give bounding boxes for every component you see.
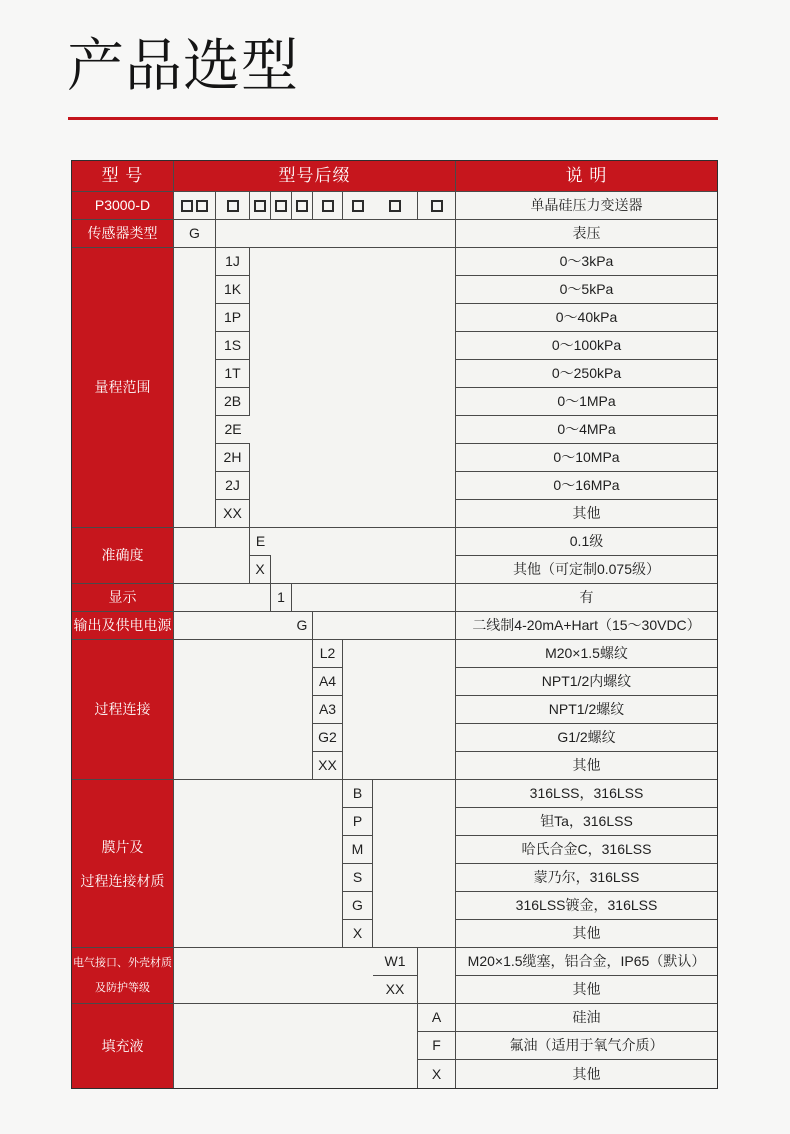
checkbox-glyphs <box>352 200 364 212</box>
description-cell: 0～100kPa <box>456 332 717 360</box>
code-cell: G2 <box>313 724 343 752</box>
checkbox-glyphs <box>227 200 239 212</box>
spacer-cell <box>174 584 271 612</box>
suffix-box-cell <box>418 192 456 220</box>
section-label-5 <box>72 612 174 640</box>
description-cell: 0～250kPa <box>456 360 717 388</box>
checkbox-glyphs <box>389 200 401 212</box>
code-cell: 2H <box>216 444 250 472</box>
empty-box-icon <box>322 200 334 212</box>
description-cell: 其他 <box>456 1060 717 1088</box>
section-label-line: 膜片及 <box>101 838 144 855</box>
description-cell: 0～1MPa <box>456 388 717 416</box>
description-cell: G1/2螺纹 <box>456 724 717 752</box>
section-label-8 <box>72 948 174 1004</box>
code-cell: XX <box>216 500 250 528</box>
section-label-line: 量程范围 <box>94 379 151 396</box>
spacer-cell <box>174 612 292 640</box>
code-cell: W1 <box>373 948 418 976</box>
checkbox-glyphs <box>181 200 208 212</box>
suffix-box-cell <box>271 192 292 220</box>
section-label-line: 及防护等级 <box>95 981 150 994</box>
description-cell: 316LSS镀金，316LSS <box>456 892 717 920</box>
description-cell: 二线制4-20mA+Hart（15～30VDC） <box>456 612 717 640</box>
section-label-line: 传感器类型 <box>87 225 158 242</box>
spacer-cell <box>174 248 216 528</box>
code-cell: 2E <box>216 416 250 444</box>
model-row-description: 单晶硅压力变送器 <box>456 192 717 220</box>
checkbox-glyphs <box>431 200 443 212</box>
description-cell: M20×1.5缆塞，铝合金，IP65（默认） <box>456 948 717 976</box>
description-cell: 0.1级 <box>456 528 717 556</box>
description-cell: 硅油 <box>456 1004 717 1032</box>
suffix-box-cell <box>373 192 418 220</box>
code-cell: F <box>418 1032 456 1060</box>
description-cell: 0～3kPa <box>456 248 717 276</box>
spacer-cell <box>418 948 456 1004</box>
empty-box-icon <box>254 200 266 212</box>
code-cell: L2 <box>313 640 343 668</box>
spacer-cell <box>174 640 313 780</box>
code-cell: X <box>343 920 373 948</box>
code-cell: A4 <box>313 668 343 696</box>
section-label-line: 填充液 <box>101 1037 144 1054</box>
code-cell: 1T <box>216 360 250 388</box>
code-cell: 1 <box>271 584 292 612</box>
suffix-box-cell <box>250 192 271 220</box>
section-label-line: 输出及供电电源 <box>73 617 172 634</box>
spacer-cell <box>271 528 456 584</box>
empty-box-icon <box>275 200 287 212</box>
suffix-box-cell <box>313 192 343 220</box>
empty-box-icon <box>296 200 308 212</box>
model-row-label: P3000-D <box>72 192 174 220</box>
product-selection-table <box>71 160 718 1089</box>
spacer-cell <box>313 612 456 640</box>
code-cell: XX <box>373 976 418 1004</box>
description-cell: 其他 <box>456 976 717 1004</box>
checkbox-glyphs <box>322 200 334 212</box>
section-label-7 <box>72 780 174 948</box>
description-cell: 哈氏合金C，316LSS <box>456 836 717 864</box>
description-cell: 0～40kPa <box>456 304 717 332</box>
description-cell: 0～5kPa <box>456 276 717 304</box>
description-cell: M20×1.5螺纹 <box>456 640 717 668</box>
header-model: 型 号 <box>72 161 174 192</box>
description-cell: 其他 <box>456 500 717 528</box>
empty-box-icon <box>196 200 208 212</box>
checkbox-glyphs <box>296 200 308 212</box>
code-cell: B <box>343 780 373 808</box>
suffix-box-cell <box>343 192 373 220</box>
code-cell: P <box>343 808 373 836</box>
checkbox-glyphs <box>275 200 287 212</box>
code-cell: 1J <box>216 248 250 276</box>
code-cell: X <box>250 556 271 584</box>
description-cell: 316LSS，316LSS <box>456 780 717 808</box>
code-cell: G <box>292 612 313 640</box>
code-cell: X <box>418 1060 456 1088</box>
description-cell: 氟油（适用于氧气介质） <box>456 1032 717 1060</box>
description-cell: 0～4MPa <box>456 416 717 444</box>
description-cell: NPT1/2螺纹 <box>456 696 717 724</box>
code-cell: A3 <box>313 696 343 724</box>
code-cell: E <box>250 528 271 556</box>
code-cell: G <box>174 220 216 248</box>
suffix-box-cell <box>292 192 313 220</box>
description-cell: 钽Ta，316LSS <box>456 808 717 836</box>
empty-box-icon <box>431 200 443 212</box>
section-label-line: 过程连接材质 <box>80 872 165 889</box>
code-cell: M <box>343 836 373 864</box>
section-label-line: 准确度 <box>101 547 144 564</box>
empty-box-icon <box>389 200 401 212</box>
description-cell: 其他 <box>456 920 717 948</box>
header-description: 说 明 <box>456 161 717 192</box>
spacer-cell <box>343 640 456 780</box>
code-cell: S <box>343 864 373 892</box>
code-cell: 2J <box>216 472 250 500</box>
section-label-2 <box>72 248 174 528</box>
spacer-cell <box>174 780 343 948</box>
section-label-line: 电气接口、外壳材质 <box>73 956 172 969</box>
spacer-cell <box>373 780 456 948</box>
page-title: 产品选型 <box>67 34 299 98</box>
description-cell: 0～16MPa <box>456 472 717 500</box>
spacer-cell <box>174 948 373 1004</box>
spacer-cell <box>174 1004 418 1088</box>
description-cell: 其他 <box>456 752 717 780</box>
code-cell: XX <box>313 752 343 780</box>
spacer-cell <box>216 220 456 248</box>
section-label-line: 过程连接 <box>94 701 151 718</box>
empty-box-icon <box>227 200 239 212</box>
checkbox-glyphs <box>254 200 266 212</box>
code-cell: 1P <box>216 304 250 332</box>
spacer-cell <box>174 528 250 584</box>
description-cell: 表压 <box>456 220 717 248</box>
code-cell: 2B <box>216 388 250 416</box>
section-label-3 <box>72 528 174 584</box>
description-cell: 其他（可定制0.075级） <box>456 556 717 584</box>
suffix-box-cell <box>174 192 216 220</box>
section-label-9 <box>72 1004 174 1088</box>
description-cell: 有 <box>456 584 717 612</box>
code-cell: 1S <box>216 332 250 360</box>
section-label-4 <box>72 584 174 612</box>
section-label-1 <box>72 220 174 248</box>
code-cell: G <box>343 892 373 920</box>
description-cell: 0～10MPa <box>456 444 717 472</box>
description-cell: 蒙乃尔，316LSS <box>456 864 717 892</box>
section-label-line: 显示 <box>108 589 137 606</box>
empty-box-icon <box>352 200 364 212</box>
section-label-6 <box>72 640 174 780</box>
header-model-suffix: 型号后缀 <box>174 161 456 192</box>
title-underline <box>68 117 718 120</box>
code-cell: 1K <box>216 276 250 304</box>
code-cell: A <box>418 1004 456 1032</box>
spacer-cell <box>292 584 456 612</box>
description-cell: NPT1/2内螺纹 <box>456 668 717 696</box>
empty-box-icon <box>181 200 193 212</box>
suffix-box-cell <box>216 192 250 220</box>
spacer-cell <box>250 248 456 528</box>
